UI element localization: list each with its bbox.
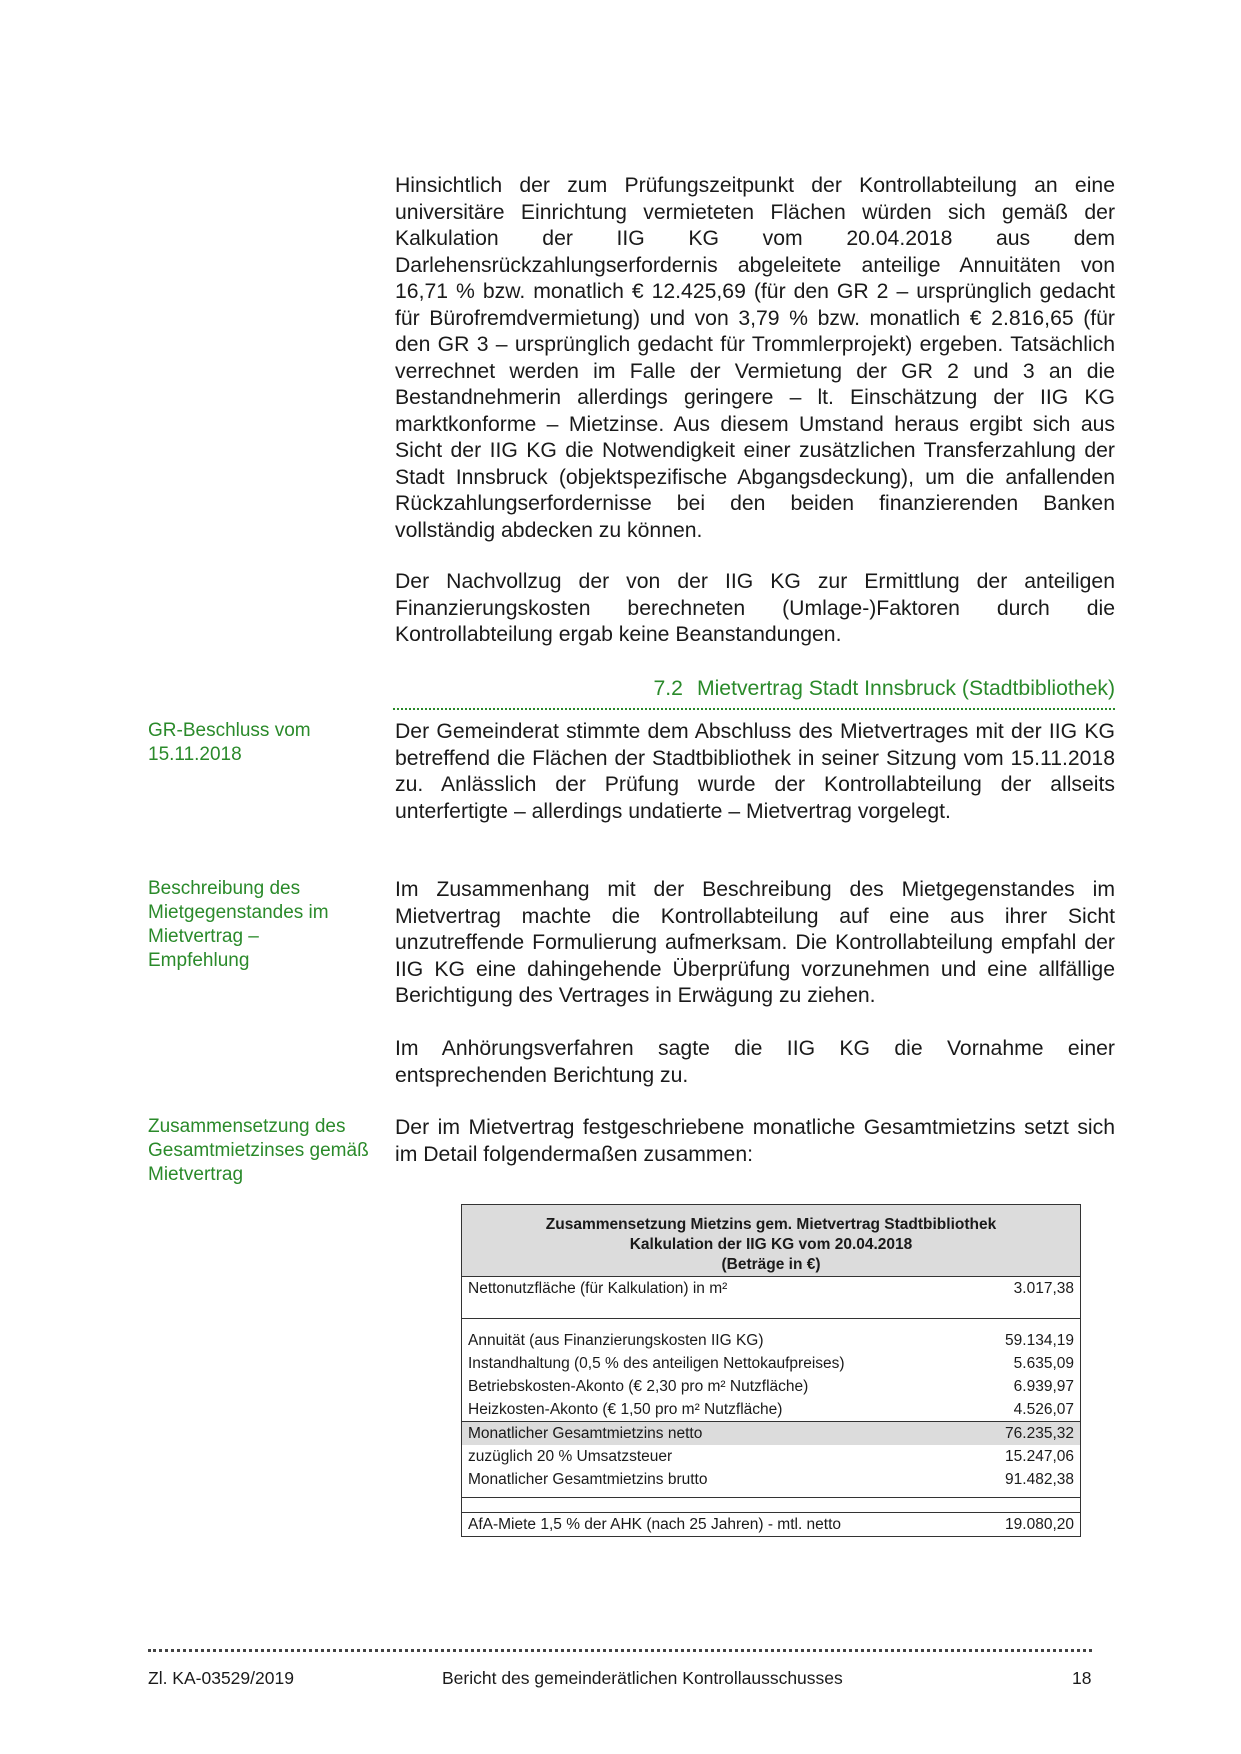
section-heading-7-2 xyxy=(393,676,1115,710)
paragraph-rent-composition: Der im Mietvertrag festgeschriebene monatliche Gesamtmietzins setzt sich im Detail folgendermaßen zusammen: xyxy=(395,1116,1115,1166)
row-label: Heizkosten-Akonto (€ 1,50 pro m² Nutzfläche) xyxy=(468,1401,783,1418)
table-title-line-2: Kalkulation der IIG KG vom 20.04.2018 xyxy=(629,1236,913,1253)
section-title: Mietvertrag Stadt Innsbruck (Stadtbibliothek) xyxy=(696,677,1115,700)
row-label: Instandhaltung (0,5 % des anteiligen Nettokaufpreises) xyxy=(468,1355,845,1372)
margin-note-council-decision: GR-Beschluss vom 15.11.2018 xyxy=(148,720,311,765)
row-label: Monatlicher Gesamtmietzins netto xyxy=(468,1425,703,1442)
row-label: Monatlicher Gesamtmietzins brutto xyxy=(468,1471,708,1488)
table-row xyxy=(462,1329,1080,1352)
paragraph-annuities: Hinsichtlich der zum Prüfungszeitpunkt der Kontrollabteilung an eine universitäre Einrichtung vermieteten Flächen würden sich gemäß der Kalkulation der IIG KG vom 20.04.2018 aus dem Darlehensrückzahlungserfordernis abgeleitete anteilige Annuitäten von 16,71 % bzw. monatlich € 12.425,69 (für den GR 2 – ursprünglich gedacht für Bürofremdvermietung) und von 3,79 % bzw. monatlich € 2.816,65 (für den GR 3 – ursprünglich gedacht für Trommlerprojekt) ergeben. Tatsächlich verrechnet werden im Falle der Vermietung der GR 2 und 3 an die Bestandnehmerin allerdings geringere – lt. Einschätzung der IIG KG marktkonforme – Mietzinse. Aus diesem Umstand heraus ergibt sich aus Sicht der IIG KG die Notwendigkeit einer zusätzlichen Transferzahlung der Stadt Innsbruck (objektspezifische Abgangsdeckung), um die anfallenden Rückzahlungserfordernisse bei den beiden finanzierenden Banken vollständig abdecken zu können. xyxy=(395,174,1115,542)
row-value: 19.080,20 xyxy=(1005,1516,1074,1533)
row-label: Betriebskosten-Akonto (€ 2,30 pro m² Nutzfläche) xyxy=(468,1378,809,1395)
footer-divider xyxy=(148,1649,1092,1652)
margin-note-description-recommendation: Beschreibung des Mietgegenstandes im Mietvertrag – Empfehlung xyxy=(148,878,329,971)
paragraph-council-decision: Der Gemeinderat stimmte dem Abschluss des Mietvertrages mit der IIG KG betreffend die Flächen der Stadtbibliothek in seiner Sitzung vom 15.11.2018 zu. Anlässlich der Prüfung wurde der Kontrollabteilung der allseits unterfertigte – allerdings undatierte – Mietvertrag vorgelegt. xyxy=(395,720,1115,823)
row-label: Nettonutzfläche (für Kalkulation) in m² xyxy=(468,1280,728,1297)
table-row xyxy=(462,1352,1080,1375)
table-row xyxy=(462,1445,1080,1468)
table-row-net-total xyxy=(462,1421,1080,1445)
table-header xyxy=(462,1205,1080,1277)
page-number: 18 xyxy=(1072,1668,1092,1688)
paragraph-description-recommendation: Im Zusammenhang mit der Beschreibung des Mietgegenstandes im Mietvertrag machte die Kontrollabteilung auf eine aus ihrer Sicht unzutreffende Formulierung aufmerksam. Die Kontrollabteilung empfahl der IIG KG eine dahingehende Überprüfung vorzunehmen und eine allfällige Berichtigung des Vertrages in Erwägung zu ziehen. xyxy=(395,878,1115,1007)
row-value: 76.235,32 xyxy=(1005,1425,1074,1442)
table-title-line-1: Zusammensetzung Mietzins gem. Mietvertrag Stadtbibliothek xyxy=(545,1216,997,1233)
margin-note-rent-composition: Zusammensetzung des Gesamtmietzinses gemäß Mietvertrag xyxy=(148,1116,369,1185)
row-value: 15.247,06 xyxy=(1005,1448,1074,1465)
row-value: 6.939,97 xyxy=(1013,1378,1074,1395)
row-value: 91.482,38 xyxy=(1005,1471,1074,1488)
section-number: 7.2 xyxy=(653,677,683,700)
paragraph-review-factors: Der Nachvollzug der von der IIG KG zur Ermittlung der anteiligen Finanzierungskosten berechneten (Umlage-)Faktoren durch die Kontrollabteilung ergab keine Beanstandungen. xyxy=(395,570,1115,646)
row-label: zuzüglich 20 % Umsatzsteuer xyxy=(468,1448,673,1465)
footer-reference: Zl. KA-03529/2019 xyxy=(148,1668,294,1688)
table-row-afa xyxy=(462,1512,1080,1536)
table-row-area xyxy=(462,1277,1080,1300)
paragraph-hearing: Im Anhörungsverfahren sagte die IIG KG die Vornahme einer entsprechenden Berichtung zu. xyxy=(395,1037,1115,1087)
row-value: 4.526,07 xyxy=(1013,1401,1074,1418)
table-divider xyxy=(462,1491,1080,1498)
row-value: 5.635,09 xyxy=(1013,1355,1074,1372)
table-row-gross-total xyxy=(462,1468,1080,1491)
row-value: 59.134,19 xyxy=(1005,1332,1074,1349)
footer-title: Bericht des gemeinderätlichen Kontrollausschusses xyxy=(442,1668,843,1688)
row-label: AfA-Miete 1,5 % der AHK (nach 25 Jahren) - mtl. netto xyxy=(468,1516,842,1533)
row-label: Annuität (aus Finanzierungskosten IIG KG) xyxy=(468,1332,764,1349)
table-row xyxy=(462,1398,1080,1421)
table-divider xyxy=(462,1300,1080,1319)
rent-composition-table xyxy=(461,1204,1081,1537)
table-row xyxy=(462,1375,1080,1398)
row-value: 3.017,38 xyxy=(1013,1280,1074,1297)
table-title-line-3: (Beträge in €) xyxy=(721,1256,821,1273)
